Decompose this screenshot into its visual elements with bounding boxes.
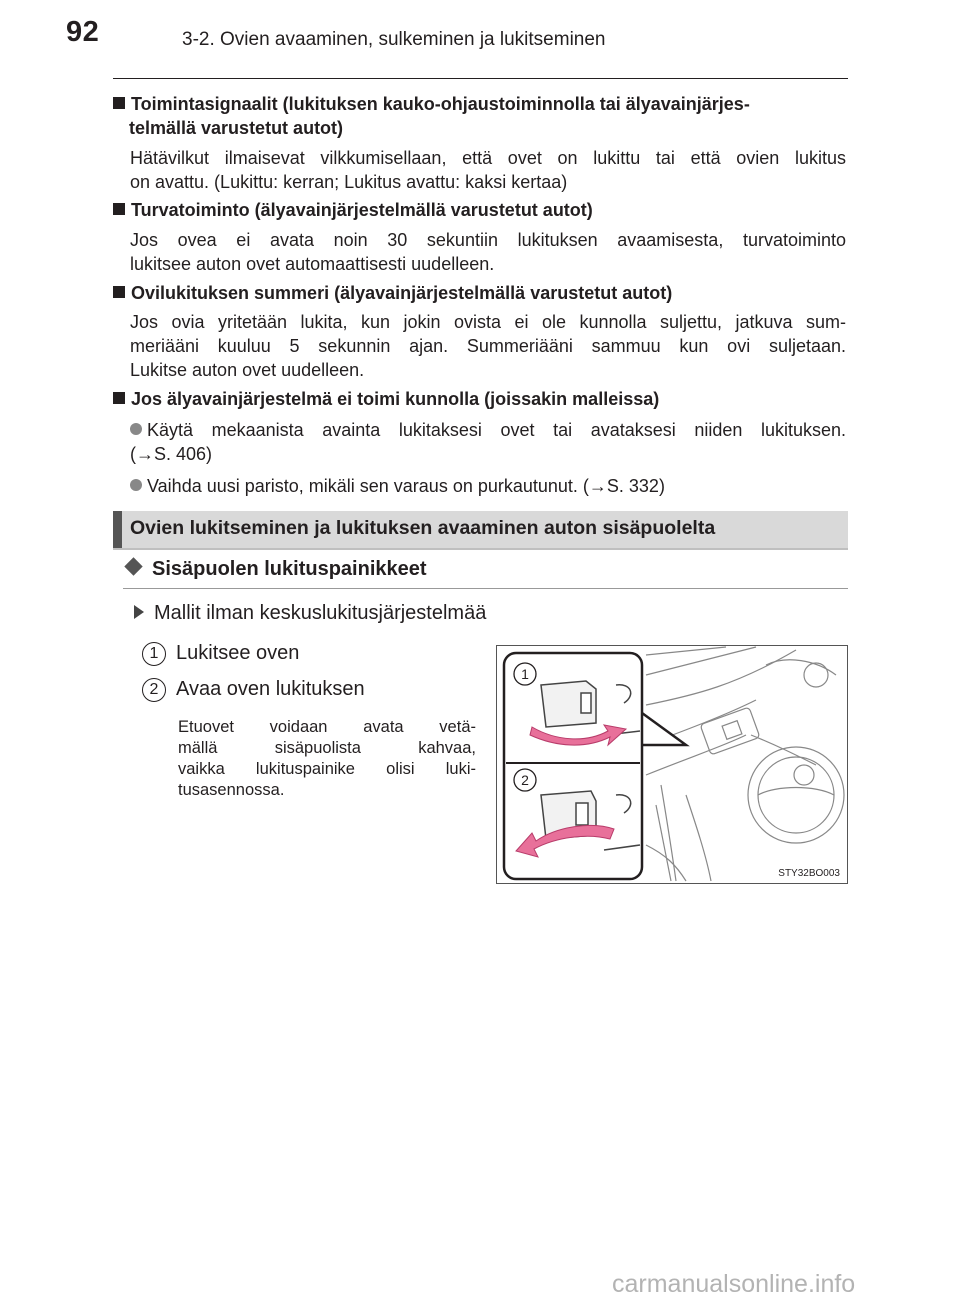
note-line: tusasennossa. bbox=[178, 781, 285, 799]
watermark: carmanualsonline.info bbox=[612, 1270, 856, 1298]
numbered-item-2 bbox=[142, 678, 365, 702]
square-bullet-icon bbox=[113, 203, 125, 215]
paragraph-buzzer bbox=[130, 310, 846, 382]
model-heading bbox=[134, 602, 486, 625]
paragraph-line: on avattu. (Lukittu: kerran; Lukitus avattu: kaksi kertaa) bbox=[130, 172, 568, 192]
item-label: Lukitsee oven bbox=[176, 642, 300, 664]
triangle-icon bbox=[134, 605, 144, 619]
subsection-divider bbox=[123, 588, 848, 589]
list-item bbox=[130, 418, 846, 466]
door-lock-illustration bbox=[496, 645, 848, 884]
paragraph-security bbox=[130, 228, 846, 276]
paragraph-line: Jos ovea ei avata noin 30 sekuntiin lukituksen avaamisesta, turvatoiminto bbox=[130, 230, 846, 250]
heading-text: Turvatoiminto (älyavainjärjestelmällä varustetut autot) bbox=[131, 200, 593, 220]
callout-number-1: 1 bbox=[521, 666, 529, 682]
square-bullet-icon bbox=[113, 286, 125, 298]
bullet-text: (→S. 406) bbox=[130, 444, 213, 464]
square-bullet-icon bbox=[113, 392, 125, 404]
paragraph-line: lukitsee auton ovet automaattisesti uudelleen. bbox=[130, 254, 495, 274]
bullet-text: Vaihda uusi paristo, mikäli sen varaus on purkautunut. (→S. 332) bbox=[147, 476, 665, 496]
heading-text: Ovilukituksen summeri (älyavainjärjestelmällä varustetut autot) bbox=[131, 283, 673, 303]
model-title: Mallit ilman keskuslukitusjärjestelmää bbox=[154, 602, 487, 624]
illustration-svg bbox=[496, 645, 848, 884]
item-label: Avaa oven lukituksen bbox=[176, 678, 365, 700]
paragraph-line: Hätävilkut ilmaisevat vilkkumisellaan, että ovet on lukittu tai että ovien lukitus bbox=[130, 148, 846, 168]
header-divider bbox=[113, 78, 848, 79]
bullet-text: Käytä mekaanista avainta lukitaksesi ovet tai avataksesi niiden lukituksen. bbox=[147, 420, 846, 440]
section-heading-signals bbox=[113, 92, 848, 140]
section-heading-buzzer bbox=[113, 281, 848, 305]
paragraph-line: Jos ovia yritetään lukita, kun jokin ovista ei ole kunnolla suljettu, jatkuva sum- bbox=[130, 312, 846, 332]
paragraph-line: meriääni kuuluu 5 sekunnin ajan. Summeriääni sammuu kun ovi suljetaan. bbox=[130, 336, 846, 356]
number-badge: 1 bbox=[142, 642, 166, 666]
list-item bbox=[130, 474, 846, 498]
round-bullet-icon bbox=[130, 423, 142, 435]
subsection-heading bbox=[123, 558, 427, 581]
page-number: 92 bbox=[66, 16, 100, 48]
callout-number-2: 2 bbox=[521, 772, 529, 788]
subsection-title: Sisäpuolen lukituspainikkeet bbox=[152, 558, 427, 580]
note-line: vaikka lukituspainike olisi luki- bbox=[178, 760, 476, 778]
heading-text: Jos älyavainjärjestelmä ei toimi kunnolla (joissakin malleissa) bbox=[131, 389, 660, 409]
heading-text: telmällä varustetut autot) bbox=[129, 118, 344, 138]
diamond-icon bbox=[124, 557, 142, 575]
number-badge: 2 bbox=[142, 678, 166, 702]
note-line: mällä sisäpuolista kahvaa, bbox=[178, 739, 476, 757]
bar-accent bbox=[113, 511, 122, 548]
section-heading-smartkey bbox=[113, 387, 848, 411]
heading-text: Toimintasignaalit (lukituksen kauko-ohjaustoiminnolla tai älyavainjärjes- bbox=[131, 94, 750, 114]
round-bullet-icon bbox=[130, 479, 142, 491]
numbered-item-1 bbox=[142, 642, 299, 666]
section-bar bbox=[113, 511, 848, 550]
figure-code: STY32BO003 bbox=[778, 868, 840, 879]
chapter-title: 3-2. Ovien avaaminen, sulkeminen ja lukitseminen bbox=[182, 29, 606, 50]
section-heading-security bbox=[113, 198, 848, 222]
note-line: Etuovet voidaan avata vetä- bbox=[178, 718, 476, 736]
square-bullet-icon bbox=[113, 97, 125, 109]
section-bar-title: Ovien lukitseminen ja lukituksen avaaminen auton sisäpuolelta bbox=[130, 517, 716, 539]
paragraph-signals bbox=[130, 146, 846, 194]
paragraph-line: Lukitse auton ovet uudelleen. bbox=[130, 360, 365, 380]
note-paragraph bbox=[178, 717, 476, 801]
